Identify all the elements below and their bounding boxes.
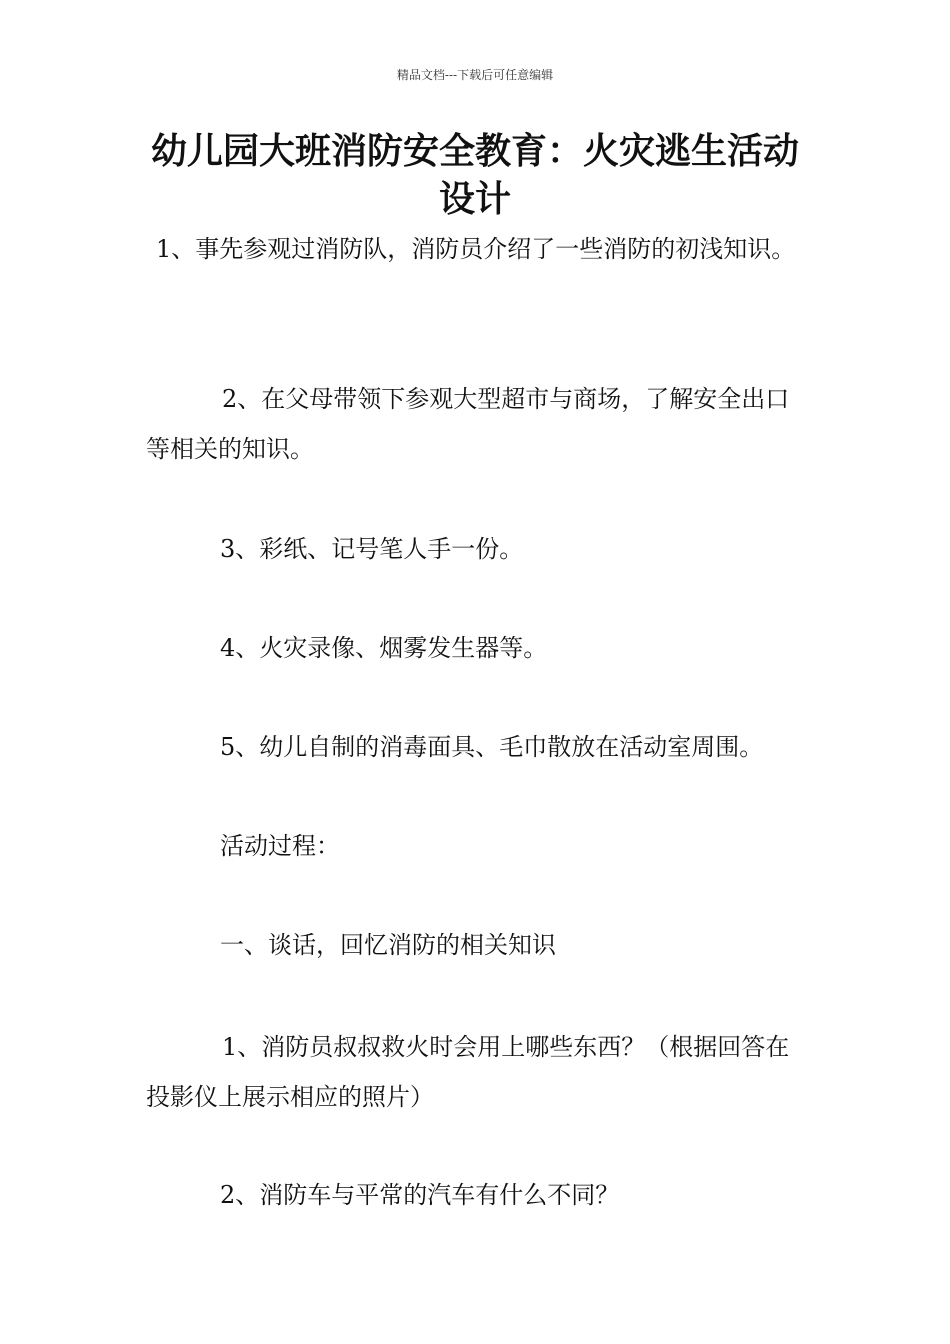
paragraph: 2、在父母带领下参观大型超市与商场，了解安全出口等相关的知识。 [146,385,790,463]
paragraph: 1、事先参观过消防队，消防员介绍了一些消防的初浅知识。 [156,235,796,263]
document-title: 幼儿园大班消防安全教育：火灾逃生活动设计 [150,131,799,220]
paragraph: 2、消防车与平常的汽车有什么不同？ [220,1181,620,1209]
section-heading: 一、谈话，回忆消防的相关知识 [220,931,556,959]
paragraph: 4、火灾录像、烟雾发生器等。 [220,634,548,662]
paragraph: 1、消防员叔叔救火时会用上哪些东西？（根据回答在投影仪上展示相应的照片） [146,1033,790,1111]
section-label: 活动过程： [220,832,340,860]
paragraph: 5、幼儿自制的消毒面具、毛巾散放在活动室周围。 [220,733,764,761]
header-note: 精品文档---下载后可任意编辑 [396,68,554,82]
paragraph: 3、彩纸、记号笔人手一份。 [220,535,524,563]
